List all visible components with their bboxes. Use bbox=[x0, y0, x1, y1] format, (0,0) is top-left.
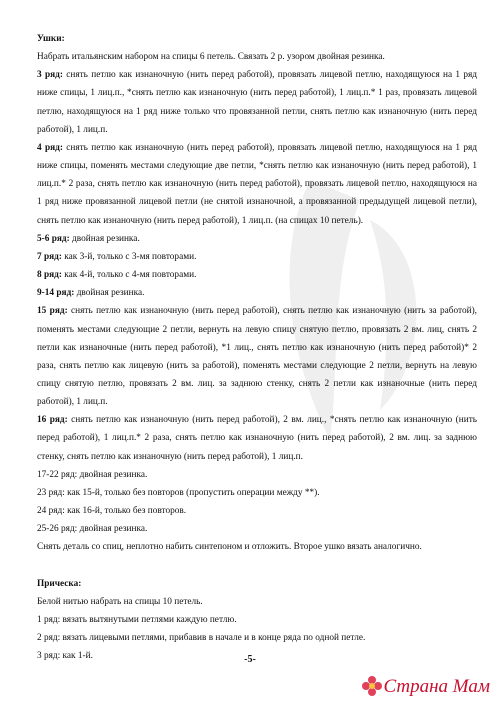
row-paragraph bbox=[37, 266, 477, 284]
row-text: снять петлю как изнаночную (нить перед работой), снять петлю как изнаночную (нить за работой), поменять местами следующие 2 петли, вернуть на левую спицу снятую петлю, провязать 2 вм. лиц, снять 2 петли как изнаночные (нить перед работой), *1 лиц., снять петлю как изнаночную (нить перед работой)* 2 раза, снять петлю как лицевую (нить за работой), поменять местами следующие 2 петли, вернуть на левую спицу снятую петлю, провязать 2 вм. лиц. за заднюю стенку, снять 2 петли как изнаночные (нить перед работой), 1 лиц.п. bbox=[37, 306, 477, 408]
row-paragraph bbox=[37, 484, 477, 502]
row-text: как 4-й, только с 4-мя повторами. bbox=[61, 270, 197, 281]
row-text: двойная резинка. bbox=[74, 288, 145, 299]
logo-text: Страна Мам bbox=[383, 676, 490, 697]
rows-list bbox=[37, 66, 477, 538]
row-label: 9-14 ряд: bbox=[37, 288, 75, 299]
row-label: 3 ряд: bbox=[37, 70, 63, 81]
row-label: 23 ряд: bbox=[37, 487, 65, 498]
hair-line: 3 ряд: как 1-й. bbox=[37, 651, 93, 662]
row-paragraph bbox=[37, 466, 477, 484]
row-text: снять петлю как изнаночную (нить перед работой), провязать лицевой петлю, находящуюся на 1 ряд ниже спицы, поменять местами следующие две петли, *снять петлю как изнаночную (нить перед работой), 1 лиц.п.* 2 раза, снять петлю как изнаночную (нить перед работой), провязать лицевой петлю, находящуюся на 1 ряд ниже провязанной лицевой петли (не снятой изнаночной, а провязанной предыдущей лицевой петли), снять петлю как изнаночную (нить перед работой), 1 лиц.п. (на спицах 10 петель). bbox=[37, 142, 477, 226]
row-label: 5-6 ряд: bbox=[37, 233, 70, 244]
row-text: как 3-й, только с 3-мя повторами. bbox=[61, 251, 197, 262]
row-text: как 15-й, только без повторов (пропустить операции между **). bbox=[64, 487, 320, 498]
heading-ears: Ушки: bbox=[37, 34, 65, 44]
row-text: снять петлю как изнаночную (нить перед работой), провязать лицевой петлю, находящуюся на 1 ряд ниже спицы, 1 лиц.п., *снять петлю как изнаночную (нить перед работой), 1 лиц.п.* 1 раз, провязать лицевой петлю, находящуюся на 1 ряд ниже только что провязанной петли, снять петлю как изнаночную (нить перед работой), 1 лиц.п. bbox=[37, 70, 477, 135]
row-paragraph bbox=[37, 411, 477, 465]
row-text: двойная резинка. bbox=[77, 524, 148, 535]
row-text: двойная резинка. bbox=[77, 469, 148, 480]
hair-line: 2 ряд: вязать лицевыми петлями, прибавив в начале и в конце ряда по одной петле. bbox=[37, 633, 366, 643]
row-text: двойная резинка. bbox=[69, 233, 140, 244]
row-label: 24 ряд: bbox=[37, 506, 65, 517]
row-paragraph bbox=[37, 66, 477, 139]
flower-icon bbox=[360, 674, 384, 698]
row-label: 17-22 ряд: bbox=[37, 469, 78, 480]
row-text: снять петлю как изнаночную (нить перед работой), 2 вм. лиц., *снять петлю как изнаночную (нить перед работой), 1 лиц.п.* 2 раза, снять петлю как изнаночную (нить перед работой), 2 вм. лиц. за заднюю стенку, снять петлю как изнаночную (нить перед работой), 1 лиц.п. bbox=[37, 415, 477, 462]
row-label: 16 ряд: bbox=[37, 415, 68, 426]
row-paragraph bbox=[37, 502, 477, 520]
row-label: 8 ряд: bbox=[37, 270, 62, 281]
hair-line: 1 ряд: вязать вытянутыми петлями каждую петлю. bbox=[37, 614, 237, 625]
row-text: как 16-й, только без повторов. bbox=[64, 506, 187, 517]
row-paragraph bbox=[37, 248, 477, 266]
site-logo bbox=[360, 672, 496, 704]
row-paragraph bbox=[37, 139, 477, 230]
hair-line: Белой нитью набрать на спицы 10 петель. bbox=[37, 596, 203, 607]
row-label: 4 ряд: bbox=[37, 142, 63, 153]
row-paragraph bbox=[37, 302, 477, 411]
intro-paragraph: Набрать итальянским набором на спицы 6 петель. Связать 2 р. узором двойная резинка. bbox=[37, 52, 385, 63]
row-paragraph bbox=[37, 230, 477, 248]
page-number: -5- bbox=[244, 654, 256, 665]
document-body bbox=[37, 30, 477, 665]
closing-paragraph: Снять деталь со спиц, неплотно набить синтепоном и отложить. Второе ушко вязать аналогично. bbox=[37, 542, 422, 553]
row-label: 15 ряд: bbox=[37, 306, 68, 317]
row-label: 7 ряд: bbox=[37, 251, 62, 262]
heading-hair: Прическа: bbox=[37, 578, 82, 589]
row-paragraph bbox=[37, 520, 477, 538]
row-paragraph bbox=[37, 284, 477, 302]
row-label: 25-26 ряд: bbox=[37, 524, 78, 535]
